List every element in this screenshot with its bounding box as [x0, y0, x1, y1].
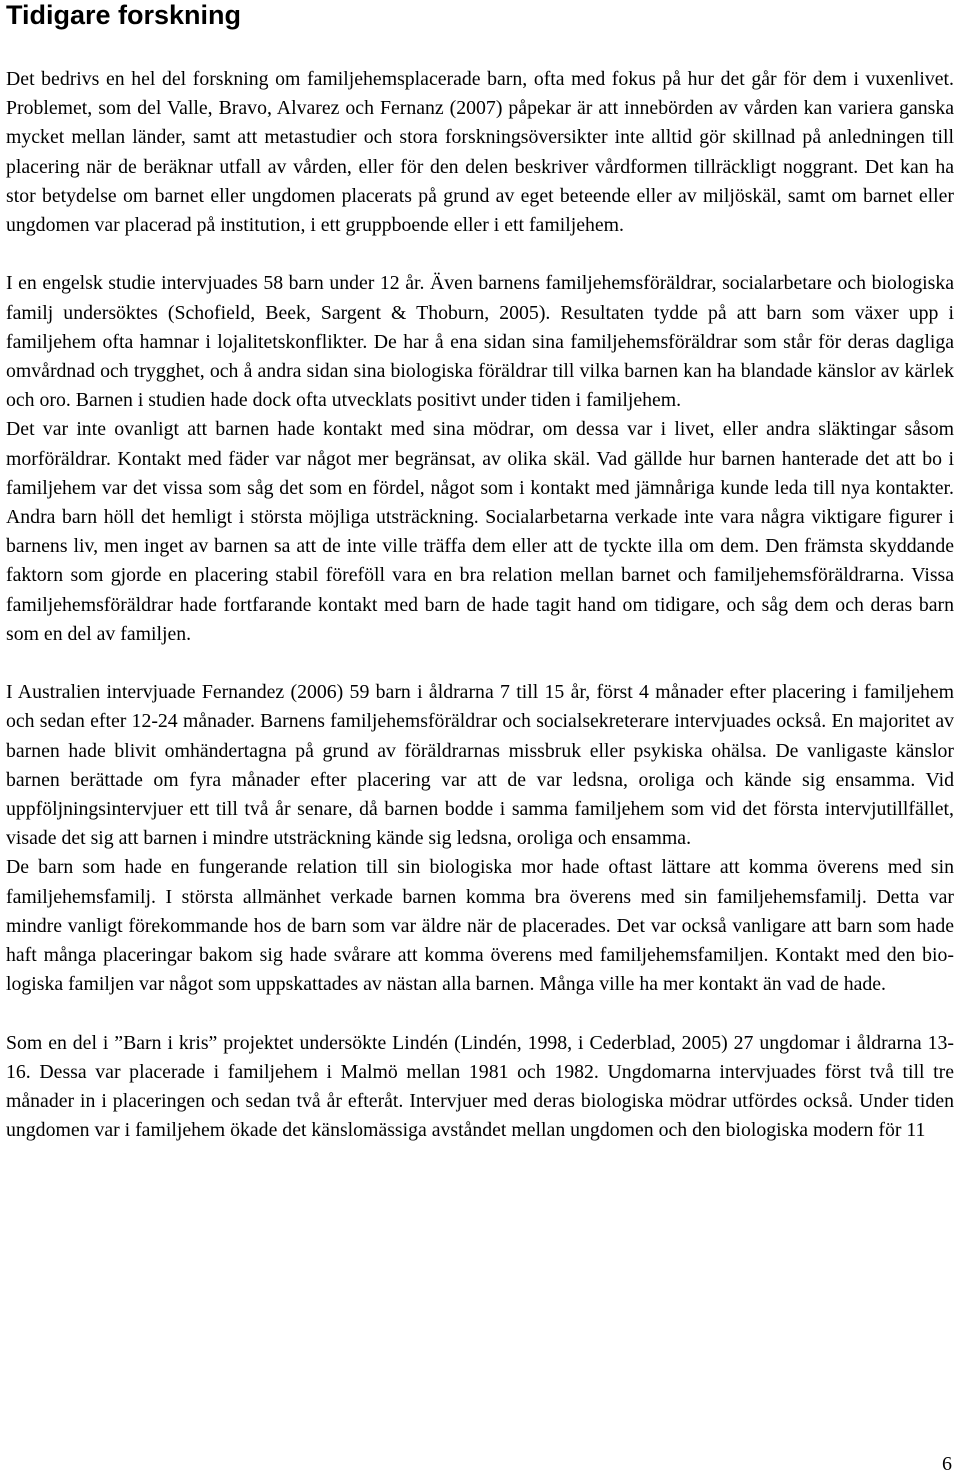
paragraph-english-study: I en engelsk studie intervjuades 58 barn under 12 år. Även barnens familjehemsföräldrar, socialarbetare och biologiska familj undersöktes (Schofield, Beek, Sargent & Thoburn, 2005). Resultaten tydde på att barn som växer upp i familjehem ofta hamnar i lojalitetskonflikter. De har å ena sidan sina familjehemsföräldrar som står för deras dagliga omvårdnad och trygghet, och å andra sidan sina biologiska föräldrar till vilka barnen kan ha blandade känslor av kärlek och oro. Barnen i studien hade dock ofta utvecklats positivt under tiden i familjehem. [6, 272, 954, 412]
page-number: 6 [942, 1453, 952, 1475]
body-text [6, 65, 954, 1145]
paragraph-contact: Det var inte ovanligt att barnen hade kontakt med sina mödrar, om dessa var i livet, eller andra släktingar såsom morföräldrar. Kontakt med fäder var något mer begränsat, av olika skäl. Vad gällde hur barnen hanterade det att bo i familjehem var det vissa som såg det som en fördel, något som i kontakt med jämnåriga kunde leda till nya kontakter. Andra barn höll det hemligt i största möjliga utsträckning. Socialarbetarna verkade inte vara några viktigare figurer i barnens liv, men inget av barnen sa att de inte ville träffa dem eller att de tyckte illa om dem. Den främsta skyddande faktorn som gjorde en placering stabil föreföll vara en bra relation mellan barnet och familjehemsföräldrarna. Vissa familjehemsföräldrar hade fortfarande kontakt med barn de hade tagit hand om tidigare, och såg dem och deras barn som en del av familjen. [6, 418, 954, 645]
paragraph-relations: De barn som hade en fungerande relation till sin biologiska mor hade oftast lättare att komma överens med sin familjehemsfamilj. I största allmänhet verkade barnen komma bra överens med sin familjehemsfamilj. Detta var mindre vanligt förekommande hos de barn som var äldre när de placerades. Det var också vanligare att barn som hade haft många placeringar bakom sig hade svårare att komma överens med familjehemsfamiljen. Kontakt med den biologiska familjen var något som uppskattades av nästan alla barnen. Många ville ha mer kontakt än vad de hade. [6, 856, 954, 996]
section-heading: Tidigare forskning [6, 0, 242, 30]
paragraph-australia-study: I Australien intervjuade Fernandez (2006) 59 barn i åldrarna 7 till 15 år, först 4 månader efter placering i familjehem och sedan efter 12-24 månader. Barnens familjehemsföräldrar och socialsekreterare intervjuades också. En majoritet av barnen hade blivit omhändertagna på grund av föräldrarnas missbruk eller psykiska ohälsa. De vanligaste känslor barnen berättade om fyra månader efter placering var att de var ledsna, oroliga och kände sig ensamma. Vid uppföljningsintervjuer ett till två år senare, då barnen bodde i samma familjehem som vid det första intervjutillfället, visade det sig att barnen i mindre utsträckning kände sig ledsna, oroliga och ensamma. [6, 681, 954, 850]
paragraph-intro: Det bedrivs en hel del forskning om familjehemsplacerade barn, ofta med fokus på hur det går för dem i vuxenlivet. Problemet, som del Valle, Bravo, Alvarez och Fernanz (2007) påpekar är att innebörden av vården kan variera ganska mycket mellan länder, samt att metastudier och stora forskningsöversikter inte alltid gör skillnad på anledningen till placering när de beräknar utfall av vården, eller för den delen beskriver vårdformen tillräckligt noggrant. Det kan ha stor betydelse om barnet eller ungdomen placerats på grund av eget beteende eller av miljöskäl, samt om barnet eller ungdomen var placerad på institution, i ett gruppboende eller i ett familjehem. [6, 68, 954, 237]
paragraph-barn-i-kris: Som en del i ”Barn i kris” projektet undersökte Lindén (Lindén, 1998, i Cederblad, 2005) 27 ungdomar i åldrarna 13-16. Dessa var placerade i familjehem i Malmö mellan 1981 och 1982. Ungdomarna intervjuades först två till tre månader in i placeringen och sedan två år efteråt. Intervjuer med deras biologiska mödrar utfördes också. Under tiden ungdomen var i familjehem ökade det känslomässiga avståndet mellan ungdomen och den biologiska modern för 11 [6, 1031, 954, 1142]
